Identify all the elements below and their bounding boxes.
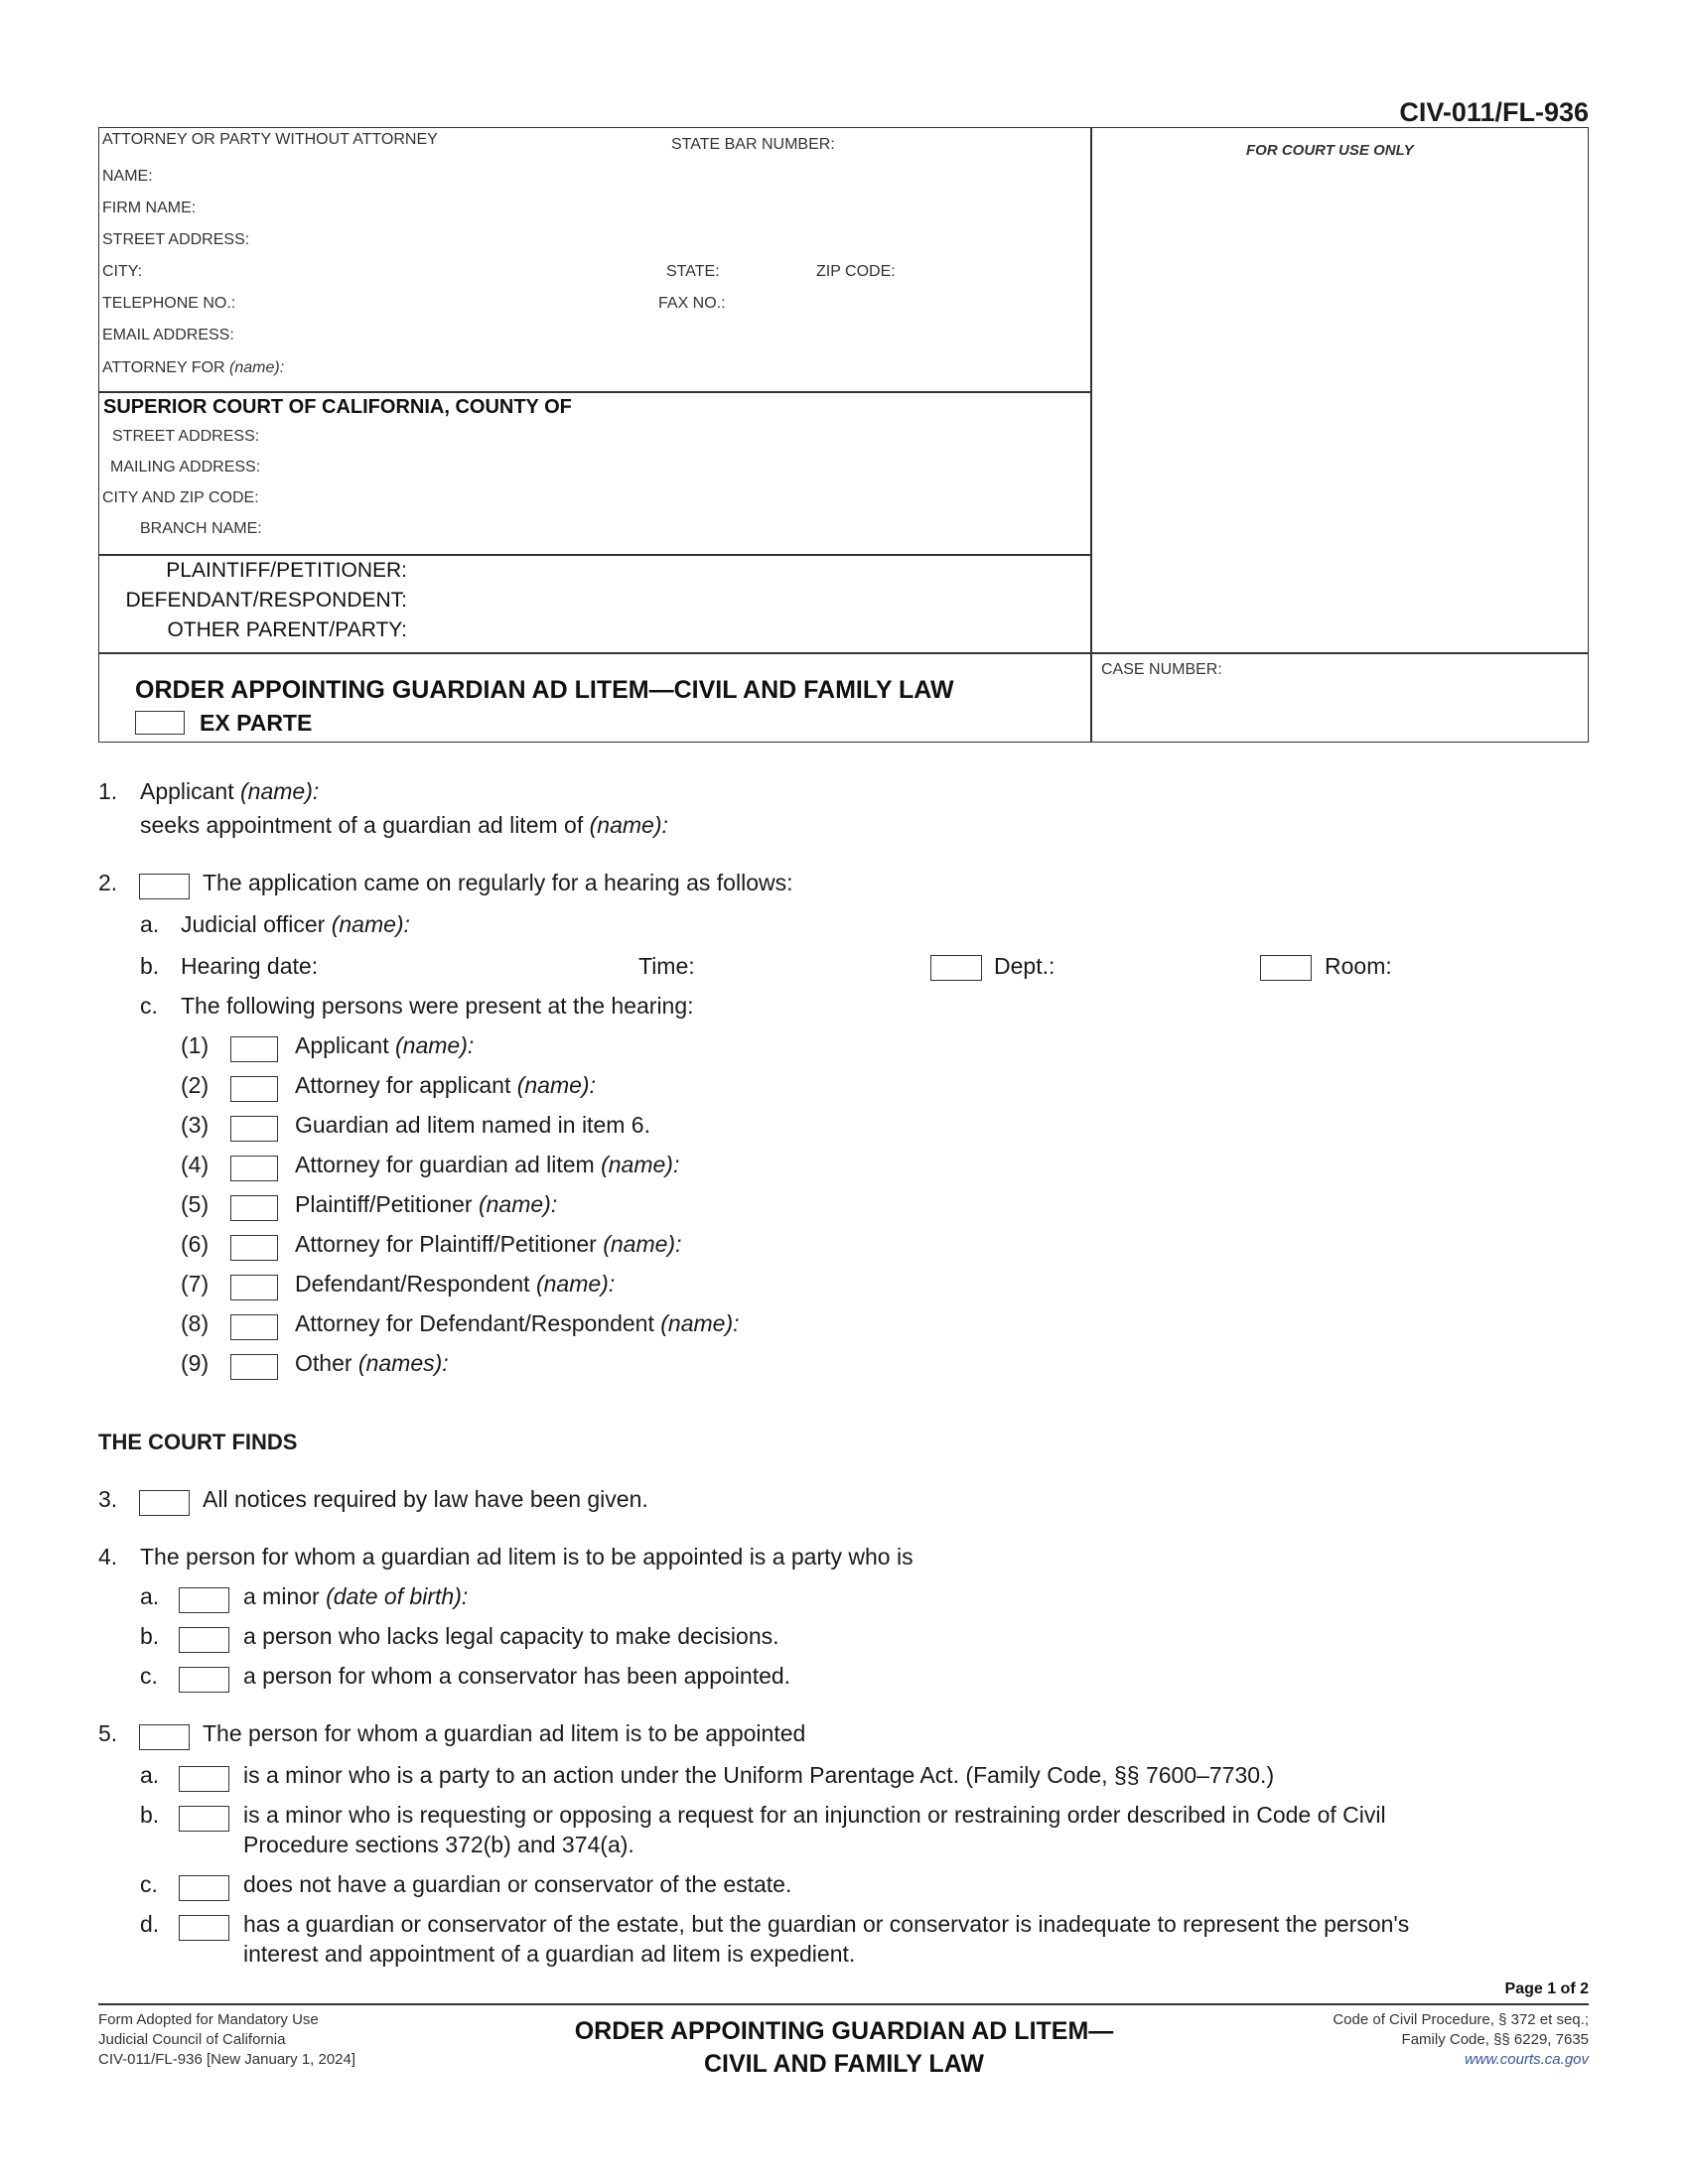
person-label	[295, 1350, 449, 1377]
item5-text: The person for whom a guardian ad litem is to be appointed	[203, 1720, 806, 1746]
item3-checkbox[interactable]	[139, 1490, 190, 1516]
room-label: Room:	[1325, 953, 1392, 979]
state-bar-label: STATE BAR NUMBER:	[671, 136, 835, 153]
divider-attorney-court	[98, 391, 1091, 393]
footer-left-3: CIV-011/FL-936 [New January 1, 2024]	[98, 2051, 356, 2068]
item2c-text: The following persons were present at the hearing:	[181, 993, 694, 1019]
item2-text: The application came on regularly for a hearing as follows:	[203, 870, 793, 895]
item5b-text-2: Procedure sections 372(b) and 374(a).	[243, 1832, 634, 1857]
person-num: (1)	[181, 1032, 210, 1058]
item5a-checkbox[interactable]	[179, 1766, 229, 1792]
email-label: EMAIL ADDRESS:	[102, 327, 234, 343]
other-parent-label: OTHER PARENT/PARTY:	[167, 618, 407, 641]
item1-applicant	[140, 778, 319, 805]
court-street-label: STREET ADDRESS:	[112, 428, 260, 445]
person-num: (3)	[181, 1112, 210, 1138]
item1-number: 1.	[98, 778, 118, 804]
item5c-letter: c.	[140, 1871, 158, 1897]
item2a-judicial	[181, 911, 410, 938]
hearing-time-label: Time:	[638, 953, 695, 979]
person-label	[295, 1310, 740, 1337]
person-label-hint: (name):	[516, 1072, 596, 1098]
item5a-text: is a minor who is a party to an action under the Uniform Parentage Act. (Family Code, §§ 7600–7730.)	[243, 1762, 1275, 1788]
item2a-text: Judicial officer	[181, 911, 326, 937]
item5-number: 5.	[98, 1720, 118, 1746]
ex-parte-checkbox[interactable]	[135, 711, 185, 735]
court-mailing-label: MAILING ADDRESS:	[110, 459, 261, 476]
city-label: CITY:	[102, 263, 143, 280]
footer-left-2: Judicial Council of California	[98, 2031, 286, 2048]
room-checkbox[interactable]	[1260, 955, 1312, 981]
item5b-checkbox[interactable]	[179, 1806, 229, 1832]
court-title: SUPERIOR COURT OF CALIFORNIA, COUNTY OF	[103, 396, 572, 418]
person-label-text: Plaintiff/Petitioner	[295, 1191, 473, 1217]
item5c-checkbox[interactable]	[179, 1875, 229, 1901]
person-checkbox[interactable]	[230, 1116, 278, 1142]
attorney-box-title: ATTORNEY OR PARTY WITHOUT ATTORNEY	[102, 131, 438, 148]
person-checkbox[interactable]	[230, 1036, 278, 1062]
item3-number: 3.	[98, 1486, 118, 1512]
item4a-checkbox[interactable]	[179, 1587, 229, 1613]
item5d-text-2: interest and appointment of a guardian ad litem is expedient.	[243, 1941, 856, 1967]
plaintiff-label: PLAINTIFF/PETITIONER:	[166, 559, 407, 582]
person-label-hint: (names):	[357, 1350, 449, 1376]
item5d-text-1: has a guardian or conservator of the estate, but the guardian or conservator is inadequate to represent the person's	[243, 1911, 1410, 1937]
dept-label: Dept.:	[994, 953, 1055, 979]
person-label-text: Applicant	[295, 1032, 389, 1058]
item2-number: 2.	[98, 870, 118, 895]
divider-court-parties	[98, 554, 1091, 556]
footer-right-1: Code of Civil Procedure, § 372 et seq.;	[1333, 2011, 1589, 2028]
item4a-hint: (date of birth):	[326, 1583, 469, 1609]
item1-applicant-hint: (name):	[240, 778, 320, 804]
item2a-letter: a.	[140, 911, 160, 937]
hearing-date-label: Hearing date:	[181, 953, 319, 979]
page-number: Page 1 of 2	[1504, 1980, 1589, 1997]
telephone-label: TELEPHONE NO.:	[102, 295, 236, 312]
person-checkbox[interactable]	[230, 1354, 278, 1380]
footer-left	[98, 2010, 355, 2070]
divider-title-row	[98, 652, 1589, 654]
zip-label: ZIP CODE:	[816, 263, 896, 280]
courts-website-link[interactable]: www.courts.ca.gov	[1464, 2051, 1589, 2068]
person-label-hint: (name):	[601, 1152, 680, 1177]
footer-rule	[98, 2003, 1589, 2005]
court-city-zip-label: CITY AND ZIP CODE:	[102, 489, 259, 506]
person-label-hint: (name):	[603, 1231, 682, 1257]
person-label-hint: (name):	[535, 1271, 616, 1297]
court-branch-label: BRANCH NAME:	[140, 520, 262, 537]
person-num: (7)	[181, 1271, 210, 1297]
item1-seeks-text: seeks appointment of a guardian ad litem of	[140, 812, 584, 838]
item5b-text-1: is a minor who is requesting or opposing a request for an injunction or restraining order described in Code of Civil	[243, 1802, 1386, 1828]
item5c-text: does not have a guardian or conservator of the estate.	[243, 1871, 792, 1897]
person-label-text: Attorney for Plaintiff/Petitioner	[295, 1231, 597, 1257]
person-label-text: Attorney for applicant	[295, 1072, 511, 1098]
person-label-text: Defendant/Respondent	[295, 1271, 530, 1297]
person-label-hint: (name):	[478, 1191, 558, 1217]
person-label	[295, 1152, 679, 1178]
item1-seeks-hint: (name):	[589, 812, 668, 838]
footer-title-1: ORDER APPOINTING GUARDIAN AD LITEM—	[574, 2017, 1114, 2045]
person-label	[295, 1191, 557, 1218]
item2a-hint: (name):	[331, 911, 410, 937]
person-label	[295, 1112, 650, 1139]
footer-left-1: Form Adopted for Mandatory Use	[98, 2011, 319, 2028]
fax-label: FAX NO.:	[658, 295, 726, 312]
person-label	[295, 1231, 681, 1258]
person-checkbox[interactable]	[230, 1076, 278, 1102]
name-label: NAME:	[102, 168, 153, 185]
person-num: (6)	[181, 1231, 210, 1257]
attorney-for-text: ATTORNEY FOR	[102, 359, 225, 376]
dept-checkbox[interactable]	[930, 955, 982, 981]
person-label-text: Guardian ad litem named in item 6.	[295, 1112, 650, 1138]
item4c-text: a person for whom a conservator has been appointed.	[243, 1663, 791, 1689]
item4c-letter: c.	[140, 1663, 158, 1689]
person-label-hint: (name):	[660, 1310, 740, 1336]
person-label-text: Other	[295, 1350, 352, 1376]
person-num: (4)	[181, 1152, 210, 1177]
item4b-text: a person who lacks legal capacity to make decisions.	[243, 1623, 779, 1649]
person-checkbox[interactable]	[230, 1314, 278, 1340]
footer-title-2: CIVIL AND FAMILY LAW	[704, 2050, 984, 2078]
item4b-checkbox[interactable]	[179, 1627, 229, 1653]
person-checkbox[interactable]	[230, 1195, 278, 1221]
person-checkbox[interactable]	[230, 1275, 278, 1300]
street-address-label: STREET ADDRESS:	[102, 231, 250, 248]
item5d-checkbox[interactable]	[179, 1915, 229, 1941]
court-use-only-label: FOR COURT USE ONLY	[1246, 142, 1414, 159]
state-label: STATE:	[666, 263, 720, 280]
item4-text: The person for whom a guardian ad litem is to be appointed is a party who is	[140, 1544, 914, 1570]
person-label	[295, 1271, 615, 1297]
defendant-label: DEFENDANT/RESPONDENT:	[125, 589, 407, 612]
item2b-letter: b.	[140, 953, 160, 979]
person-num: (2)	[181, 1072, 210, 1098]
item1-applicant-text: Applicant	[140, 778, 234, 804]
person-label-hint: (name):	[395, 1032, 475, 1058]
attorney-for-label	[102, 359, 284, 377]
item4b-letter: b.	[140, 1623, 160, 1649]
footer-title	[447, 2015, 1241, 2081]
footer-right	[1192, 2010, 1589, 2070]
item4a-label	[243, 1583, 468, 1610]
form-title: ORDER APPOINTING GUARDIAN AD LITEM—CIVIL AND FAMILY LAW	[135, 676, 954, 704]
court-finds-heading: THE COURT FINDS	[98, 1430, 298, 1454]
footer-right-2: Family Code, §§ 6229, 7635	[1401, 2031, 1589, 2048]
item5-checkbox[interactable]	[139, 1724, 190, 1750]
person-checkbox[interactable]	[230, 1235, 278, 1261]
firm-name-label: FIRM NAME:	[102, 200, 197, 216]
person-label	[295, 1032, 474, 1059]
person-num: (9)	[181, 1350, 210, 1376]
person-num: (8)	[181, 1310, 210, 1336]
item4c-checkbox[interactable]	[179, 1667, 229, 1693]
item5d-letter: d.	[140, 1911, 160, 1937]
item2-checkbox[interactable]	[139, 874, 190, 899]
item4a-text: a minor	[243, 1583, 320, 1609]
form-id: CIV-011/FL-936	[1399, 97, 1589, 127]
caption-divider-vertical	[1090, 127, 1092, 743]
person-label-text: Attorney for Defendant/Respondent	[295, 1310, 654, 1336]
person-checkbox[interactable]	[230, 1156, 278, 1181]
item5b-letter: b.	[140, 1802, 160, 1828]
ex-parte-label: EX PARTE	[200, 710, 313, 736]
item5a-letter: a.	[140, 1762, 160, 1788]
attorney-for-name-hint: (name):	[229, 359, 285, 376]
item4-number: 4.	[98, 1544, 118, 1570]
item2c-letter: c.	[140, 993, 158, 1019]
person-num: (5)	[181, 1191, 210, 1217]
item3-text: All notices required by law have been given.	[203, 1486, 648, 1512]
case-number-label: CASE NUMBER:	[1101, 661, 1222, 678]
person-label-text: Attorney for guardian ad litem	[295, 1152, 595, 1177]
item4a-letter: a.	[140, 1583, 160, 1609]
person-label	[295, 1072, 596, 1099]
item1-seeks	[140, 812, 668, 839]
caption-box	[98, 127, 1589, 743]
